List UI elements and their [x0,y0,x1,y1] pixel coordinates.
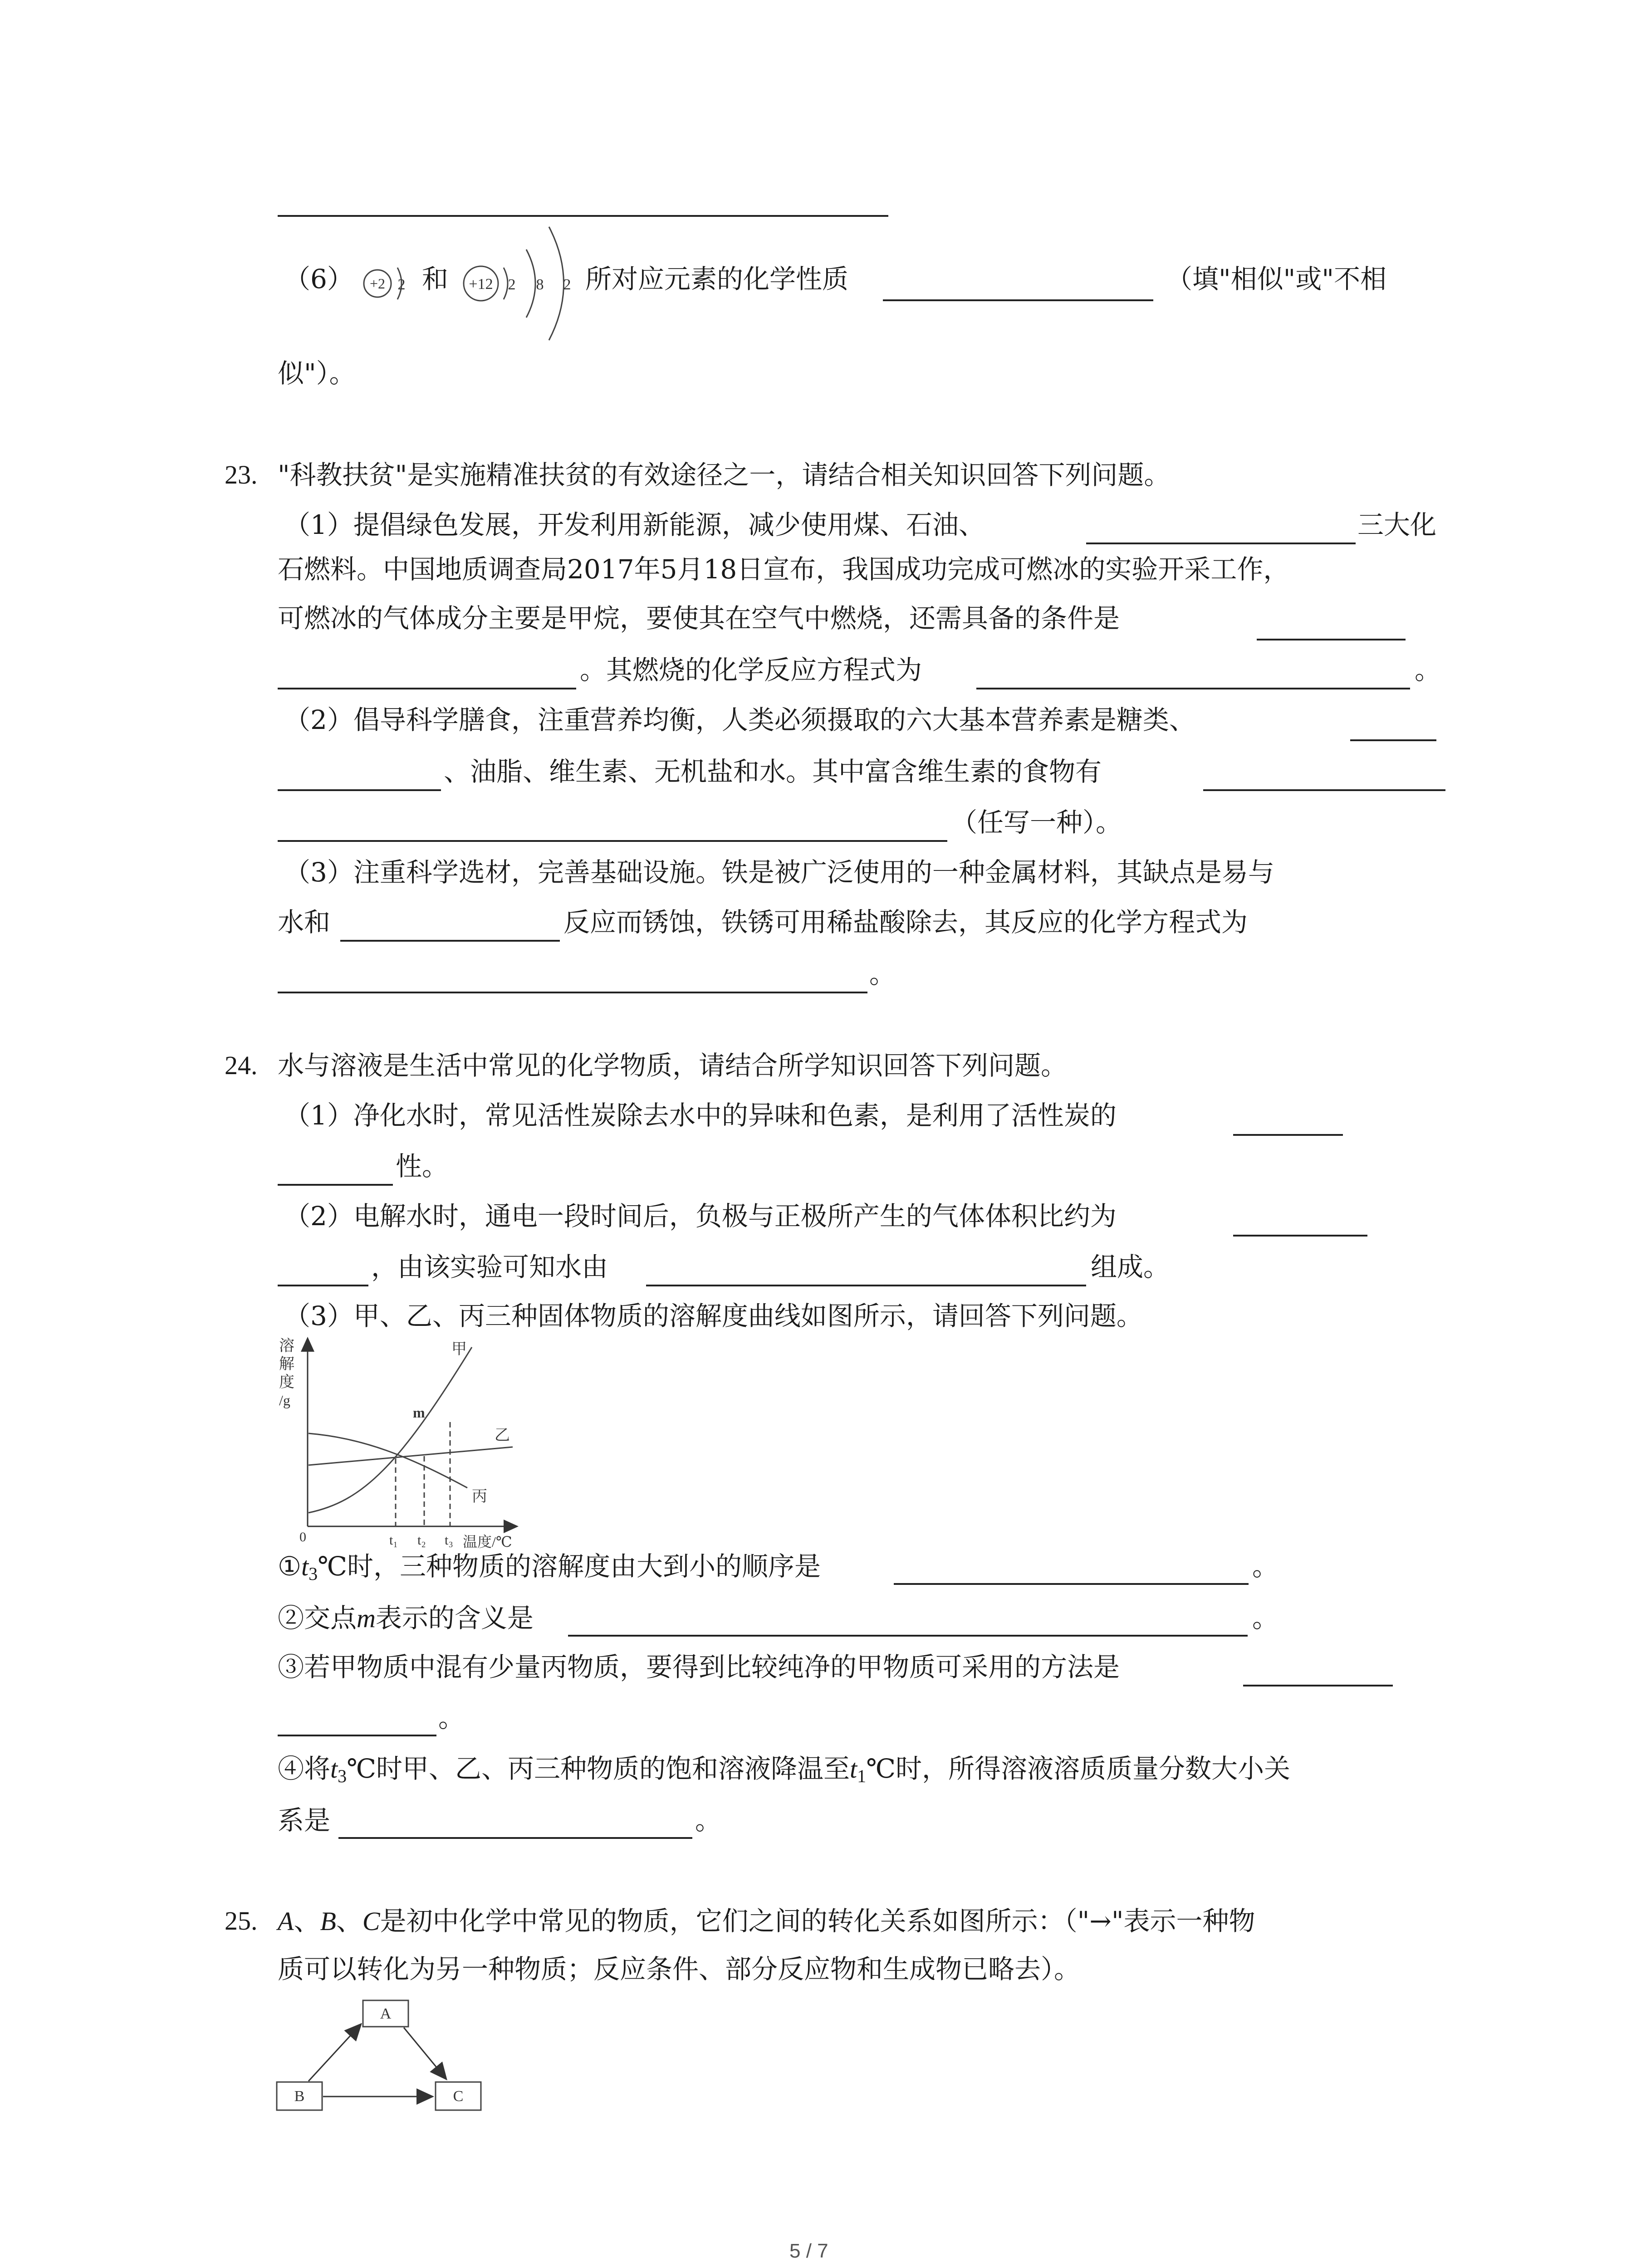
atom2-shell-1: 2 [508,276,516,293]
page-number: 5 / 7 [789,2240,828,2262]
q25-stem-2: 质可以转化为另一种物质；反应条件、部分反应物和生成物已略去）。 [278,1954,1081,1984]
y-label-4: /g [279,1392,290,1408]
q23-p2-b: 、油脂、维生素、无机盐和水。其中富含维生素的食物有 [444,756,1102,787]
q23-stem: "科教扶贫"是实施精准扶贫的有效途径之一，请结合相关知识回答下列问题。 [278,459,1171,490]
q24-p2-b: ，由该实验可知水由 [371,1251,608,1282]
node-c-label: C [453,2088,464,2105]
arrow-b-a [309,2024,361,2081]
answer-blank[interactable] [976,688,1410,689]
q24-s2: ②交点m表示的含义是 [278,1603,534,1633]
q24-s1: $①t_3℃$时，三种物质的溶解度由大到小的顺序是 [278,1551,821,1584]
q23-p1-e: 。其燃烧的化学反应方程式为 [580,655,922,685]
q24-s2-end: 。 [1252,1603,1279,1633]
answer-blank[interactable] [338,1837,692,1839]
q24-p1-b: 性。 [396,1151,449,1182]
answer-blank[interactable] [1243,1685,1393,1686]
q24-s4: ④将$t_3℃$时甲、乙、丙三种物质的饱和溶液降温至$t_1℃$时，所得溶液溶质质量分数大小关 [278,1753,1291,1786]
q24-s4-end: 。 [695,1805,722,1836]
node-b-label: B [294,2088,305,2105]
q22-p6-label: （6） [284,264,353,294]
answer-blank[interactable] [568,1635,1248,1637]
answer-blank[interactable] [278,1184,393,1186]
q22-p6-hint: （填"相似"或"不相 [1166,264,1387,294]
answer-blank[interactable] [1350,739,1436,741]
answer-blank[interactable] [278,840,947,842]
curve-bing [309,1433,467,1488]
q24-p2-a: （2）电解水时，通电一段时间后，负极与正极所产生的气体体积比约为 [284,1201,1117,1232]
q25-number: 25. [225,1906,258,1936]
y-label-3: 度 [279,1374,294,1391]
answer-blank[interactable] [278,1735,436,1736]
atom-structure-2 [454,218,590,354]
q22-p6-text: 所对应元素的化学性质 [585,264,849,294]
q23-p1-a: （1）提倡绿色发展，开发利用新能源，减少使用煤、石油、 [284,509,985,540]
answer-blank[interactable] [1086,543,1356,544]
atom2-shell-2: 8 [536,276,544,293]
q23-p2-c: （任写一种）。 [951,807,1122,838]
q22-p6-end: 似"）。 [278,358,356,389]
q23-number: 23. [225,460,258,489]
q23-p3-a: （3）注重科学选材，完善基础设施。铁是被广泛使用的一种金属材料，其缺点是易与 [284,857,1274,888]
tick-t2: t₂ [417,1533,426,1548]
q22-and: 和 [422,264,449,294]
q24-s3-end: 。 [438,1702,465,1733]
q24-s1-end: 。 [1252,1551,1279,1582]
answer-blank[interactable] [278,992,867,993]
atom2-nucleus: +12 [469,276,493,293]
answer-blank[interactable] [1257,639,1406,640]
answer-blank[interactable] [894,1583,1249,1585]
q23-p1-b: 三大化 [1357,509,1437,540]
label-jia: 甲 [451,1341,467,1358]
q24-p3-a: （3）甲、乙、丙三种固体物质的溶解度曲线如图所示，请回答下列问题。 [284,1300,1143,1331]
answer-blank[interactable] [340,940,560,942]
atom1-nucleus: +2 [369,275,386,292]
atom1-shell-1: 2 [397,276,406,293]
q24-p2-c: 组成。 [1091,1251,1170,1282]
answer-blank[interactable] [1233,1235,1367,1237]
curve-yi [309,1447,513,1465]
y-label-1: 溶 [279,1338,294,1354]
answer-blank[interactable] [278,688,576,689]
q24-p1-a: （1）净化水时，常见活性炭除去水中的异味和色素，是利用了活性炭的 [284,1100,1117,1131]
tick-t1: t₁ [389,1533,398,1548]
q24-stem: 水与溶液是生活中常见的化学物质，请结合所学知识回答下列问题。 [278,1050,1068,1081]
answer-blank[interactable] [278,789,441,791]
label-bing: 丙 [472,1488,487,1505]
q23-p3-c: 反应而锈蚀，铁锈可用稀盐酸除去，其反应的化学方程式为 [563,907,1248,938]
origin-label: 0 [299,1530,306,1545]
q23-p1-d: 可燃冰的气体成分主要是甲烷，要使其在空气中燃烧，还需具备的条件是 [278,603,1120,634]
q23-p3-b: 水和 [278,907,331,938]
y-label-2: 解 [279,1356,294,1373]
q25-stem: A、B、C是初中化学中常见的物质，它们之间的转化关系如图所示：（"→"表示一种物 [278,1906,1255,1936]
answer-blank[interactable] [646,1285,1086,1286]
answer-blank[interactable] [1203,789,1445,791]
q23-p3-d: 。 [869,958,896,989]
q24-number: 24. [225,1051,258,1080]
q23-p2-a: （2）倡导科学膳食，注重营养均衡，人类必须摄取的六大基本营养素是糖类、 [284,704,1195,735]
curve-jia [309,1347,472,1513]
answer-blank[interactable] [883,299,1153,301]
x-label: 温度/℃ [463,1534,512,1550]
q23-p1-c: 石燃料。中国地质调查局2017年5月18日宣布，我国成功完成可燃冰的实验开采工作， [278,554,1290,585]
q24-s3: ③若甲物质中混有少量丙物质，要得到比较纯净的甲物质可采用的方法是 [278,1652,1120,1682]
label-m: m [413,1404,425,1421]
answer-blank[interactable] [1233,1134,1343,1136]
answer-blank[interactable] [278,1285,368,1286]
label-yi: 乙 [495,1427,510,1444]
arrow-a-c [404,2028,446,2079]
conversion-diagram [272,1996,499,2132]
answer-blank[interactable] [278,215,888,217]
tick-t3: t₃ [445,1533,453,1548]
q23-p1-f: 。 [1415,655,1441,685]
node-a-label: A [380,2005,392,2022]
atom2-shell-3: 2 [563,276,571,293]
solubility-graph [272,1329,526,1551]
q24-s4-d: 系是 [278,1805,331,1836]
atom-structure-1 [358,259,426,308]
